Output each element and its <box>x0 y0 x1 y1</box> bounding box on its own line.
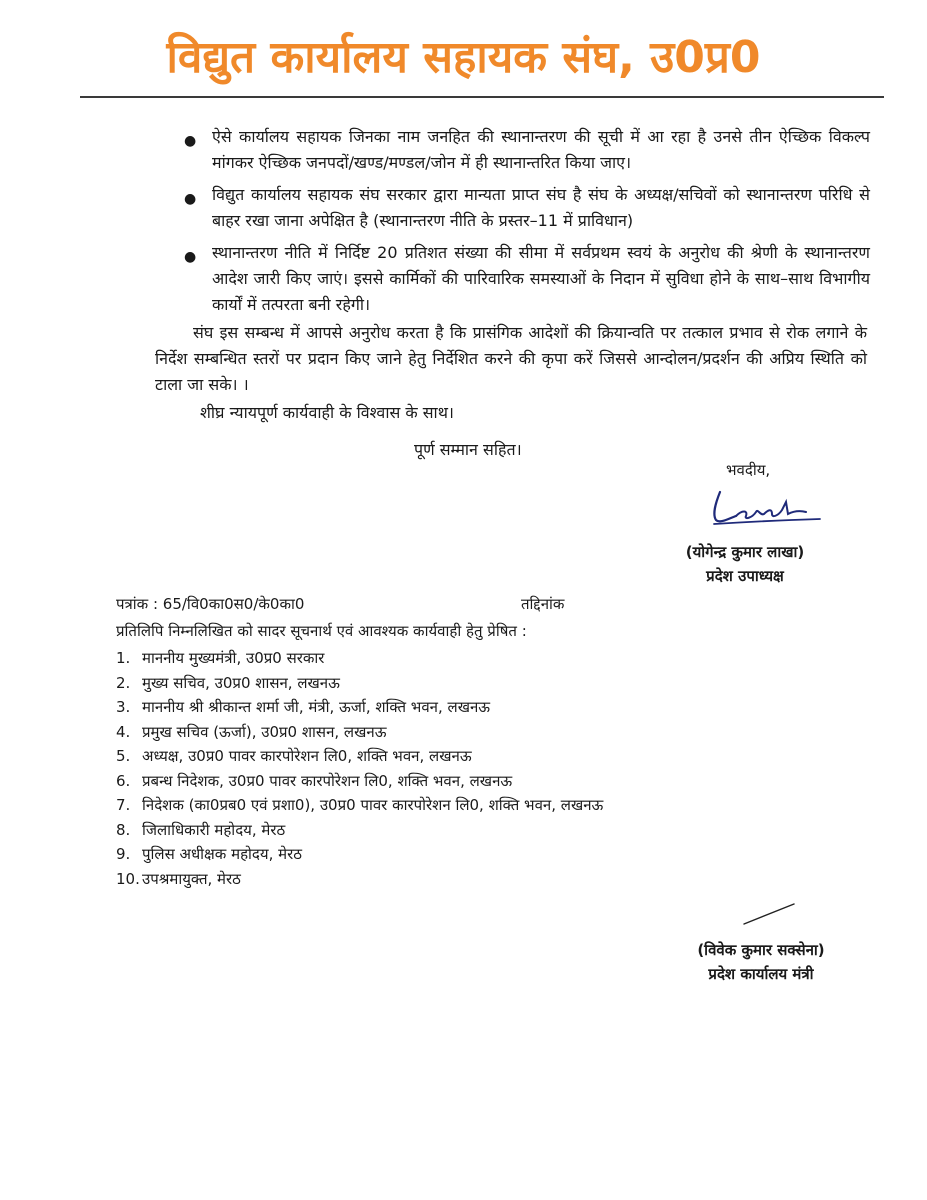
signature-1-graphic <box>706 486 826 530</box>
bullet-dot-icon: ● <box>184 133 197 149</box>
copy-to-text: निदेशक (का0प्रब0 एवं प्रशा0), उ0प्र0 पावर कारपोरेशन लि0, शक्ति भवन, लखनऊ <box>142 796 604 814</box>
signature-2-graphic <box>740 900 800 930</box>
letter-number: पत्रांक : 65/वि0का0स0/के0का0 <box>116 595 305 613</box>
copy-to-number: 3. <box>116 698 131 716</box>
copy-to-text: जिलाधिकारी महोदय, मेरठ <box>142 820 286 839</box>
demand-bullet-item <box>184 182 870 234</box>
copy-to-number: 5. <box>116 747 131 765</box>
copy-to-item <box>116 695 603 720</box>
letterhead-title: विद्युत कार्यालय सहायक संघ, उ0प्र0 <box>166 32 761 83</box>
copy-to-number: 6. <box>116 771 131 790</box>
demand-bullet-item <box>184 240 870 318</box>
copy-to-list <box>116 646 603 891</box>
signatory-1-name: (योगेन्द्र कुमार लाखा) <box>685 543 805 561</box>
copy-to-item <box>116 720 603 745</box>
copy-to-text: प्रमुख सचिव (ऊर्जा), उ0प्र0 शासन, लखनऊ <box>142 722 387 741</box>
copy-to-item <box>116 769 603 794</box>
copy-to-number: 10. <box>116 869 140 888</box>
bullet-text: ऐसे कार्यालय सहायक जिनका नाम जनहित की स्थानान्तरण की सूची में आ रहा है उनसे तीन ऐच्छिक विकल्प मांगकर ऐच्छिक जनपदों/खण्ड/मण्डल/जोन में ही स्थानान्तरित किया जाए। <box>212 127 870 172</box>
copy-to-text: माननीय श्री श्रीकान्त शर्मा जी, मंत्री, ऊर्जा, शक्ति भवन, लखनऊ <box>142 698 491 716</box>
copy-to-text: प्रबन्ध निदेशक, उ0प्र0 पावर कारपोरेशन लि0, शक्ति भवन, लखनऊ <box>142 771 513 790</box>
copy-to-item <box>116 744 603 769</box>
copy-to-text: माननीय मुख्यमंत्री, उ0प्र0 सरकार <box>142 649 325 667</box>
signatory-2-designation: प्रदेश कार्यालय मंत्री <box>708 965 814 983</box>
signatory-1-block <box>660 540 830 588</box>
copy-to-item <box>116 818 603 843</box>
copy-to-number: 1. <box>116 649 131 667</box>
bullet-text: स्थानान्तरण नीति में निर्दिष्ट 20 प्रतिशत संख्या की सीमा में सर्वप्रथम स्वयं के अनुरोध की श्रेणी के स्थानान्तरण आदेश जारी किए जाएं। इससे कार्मिकों की पारिवारिक समस्याओं के निदान में सुविधा होने के साथ–साथ विभागीय कार्यों में तत्परता बनी रहेगी। <box>212 243 870 314</box>
copy-to-number: 2. <box>116 673 131 692</box>
copy-to-number: 9. <box>116 845 131 863</box>
letterhead-divider <box>80 96 884 98</box>
letter-date: तद्दिनांक <box>521 595 565 613</box>
bullet-dot-icon: ● <box>184 191 197 207</box>
copy-to-item <box>116 793 603 818</box>
signatory-2-block <box>676 938 846 986</box>
copy-to-text: उपश्रमायुक्त, मेरठ <box>142 869 241 888</box>
trust-line: शीघ्र न्यायपूर्ण कार्यवाही के विश्वास के साथ। <box>200 403 454 422</box>
copy-to-item <box>116 671 603 696</box>
request-paragraph: संघ इस सम्बन्ध में आपसे अनुरोध करता है कि प्रासंगिक आदेशों की क्रियान्वति पर तत्काल प्रभाव से रोक लगाने के निर्देश सम्बन्धित स्तरों पर प्रदान किए जाने हेतु निर्देशित करने की कृपा करें जिससे आन्दोलन/प्रदर्शन की अप्रिय स्थिति को टाला जा सके। । <box>155 323 867 394</box>
demand-bullet-list <box>184 124 870 324</box>
copy-to-number: 4. <box>116 722 131 741</box>
bullet-text: विद्युत कार्यालय सहायक संघ सरकार द्वारा मान्यता प्राप्त संघ है संघ के अध्यक्ष/सचिवों को स्थानान्तरण परिधि से बाहर रखा जाना अपेक्षित है (स्थानान्तरण नीति के प्रस्तर–11 में प्राविधान) <box>212 185 870 230</box>
copy-to-text: मुख्य सचिव, उ0प्र0 शासन, लखनऊ <box>142 673 340 692</box>
bullet-dot-icon: ● <box>184 249 197 265</box>
copy-to-intro: प्रतिलिपि निम्नलिखित को सादर सूचनार्थ एवं आवश्यक कार्यवाही हेतु प्रेषित : <box>116 622 527 640</box>
signatory-2-name: (विवेक कुमार सक्सेना) <box>697 941 825 959</box>
copy-to-text: अध्यक्ष, उ0प्र0 पावर कारपोरेशन लि0, शक्ति भवन, लखनऊ <box>142 747 472 765</box>
signatory-1-designation: प्रदेश उपाध्यक्ष <box>706 567 784 585</box>
closing-salutation: भवदीय, <box>726 461 771 479</box>
copy-to-item <box>116 867 603 892</box>
copy-to-number: 7. <box>116 796 131 814</box>
copy-to-item <box>116 842 603 867</box>
reference-row <box>116 594 636 614</box>
demand-bullet-item <box>184 124 870 176</box>
copy-to-text: पुलिस अधीक्षक महोदय, मेरठ <box>142 845 302 863</box>
copy-to-number: 8. <box>116 820 131 839</box>
respect-line: पूर्ण सम्मान सहित। <box>414 440 522 459</box>
copy-to-item <box>116 646 603 671</box>
